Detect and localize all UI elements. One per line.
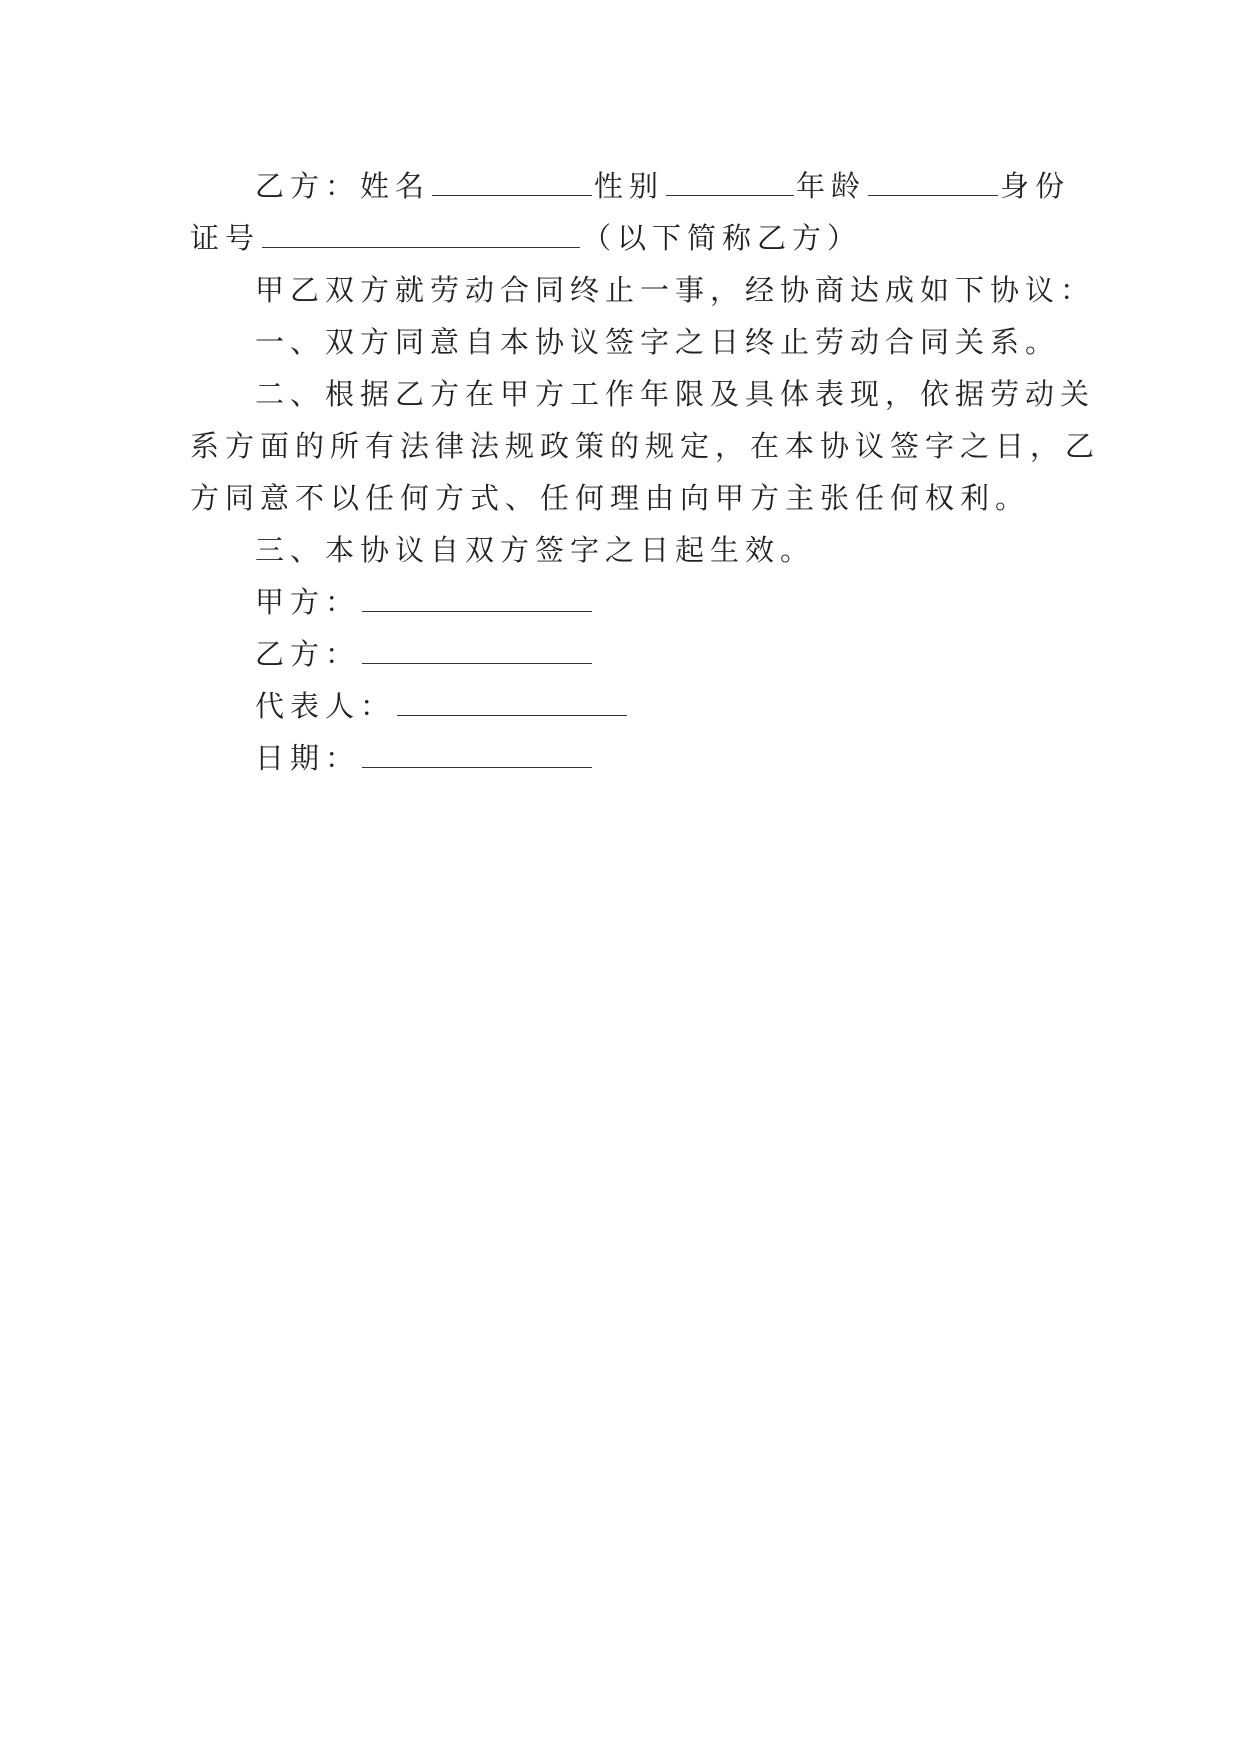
party-b-info-line-2 (190, 218, 1050, 258)
representative-blank[interactable] (397, 687, 627, 716)
id-label-part2: 证号 (190, 221, 261, 255)
representative-label: 代表人： (255, 689, 396, 723)
sex-blank[interactable] (666, 167, 794, 196)
party-a-signature-label: 甲方： (255, 585, 361, 619)
party-b-signature-label: 乙方： (255, 637, 361, 671)
signature-party-a (255, 582, 594, 622)
party-b-info-line-1 (255, 166, 1115, 206)
name-blank[interactable] (432, 167, 592, 196)
age-label: 年龄 (796, 169, 867, 203)
name-label: 姓名 (360, 169, 431, 203)
id-label-part1: 身份 (1000, 169, 1071, 203)
clause-2-line-1: 二、根据乙方在甲方工作年限及具体表现，依据劳动关 (255, 377, 1096, 411)
clause-2-line-2: 系方面的所有法律法规政策的规定，在本协议签字之日，乙 (190, 429, 1101, 463)
signature-date (255, 738, 594, 778)
clause-3: 三、本协议自双方签字之日起生效。 (255, 533, 816, 567)
party-b-signature-blank[interactable] (362, 635, 592, 664)
signature-representative (255, 686, 629, 726)
sex-label: 性别 (594, 169, 665, 203)
party-b-label: 乙方： (255, 169, 361, 203)
id-number-blank[interactable] (262, 219, 580, 248)
intro-paragraph: 甲乙双方就劳动合同终止一事，经协商达成如下协议： (255, 273, 1096, 307)
age-blank[interactable] (868, 167, 998, 196)
clause-2-line-3: 方同意不以任何方式、任何理由向甲方主张任何权利。 (190, 481, 1031, 515)
date-label: 日期： (255, 741, 361, 775)
date-blank[interactable] (362, 739, 592, 768)
short-name-note: （以下简称乙方） (582, 221, 863, 255)
signature-party-b (255, 634, 594, 674)
party-a-signature-blank[interactable] (362, 583, 592, 612)
clause-1: 一、双方同意自本协议签字之日终止劳动合同关系。 (255, 325, 1061, 359)
